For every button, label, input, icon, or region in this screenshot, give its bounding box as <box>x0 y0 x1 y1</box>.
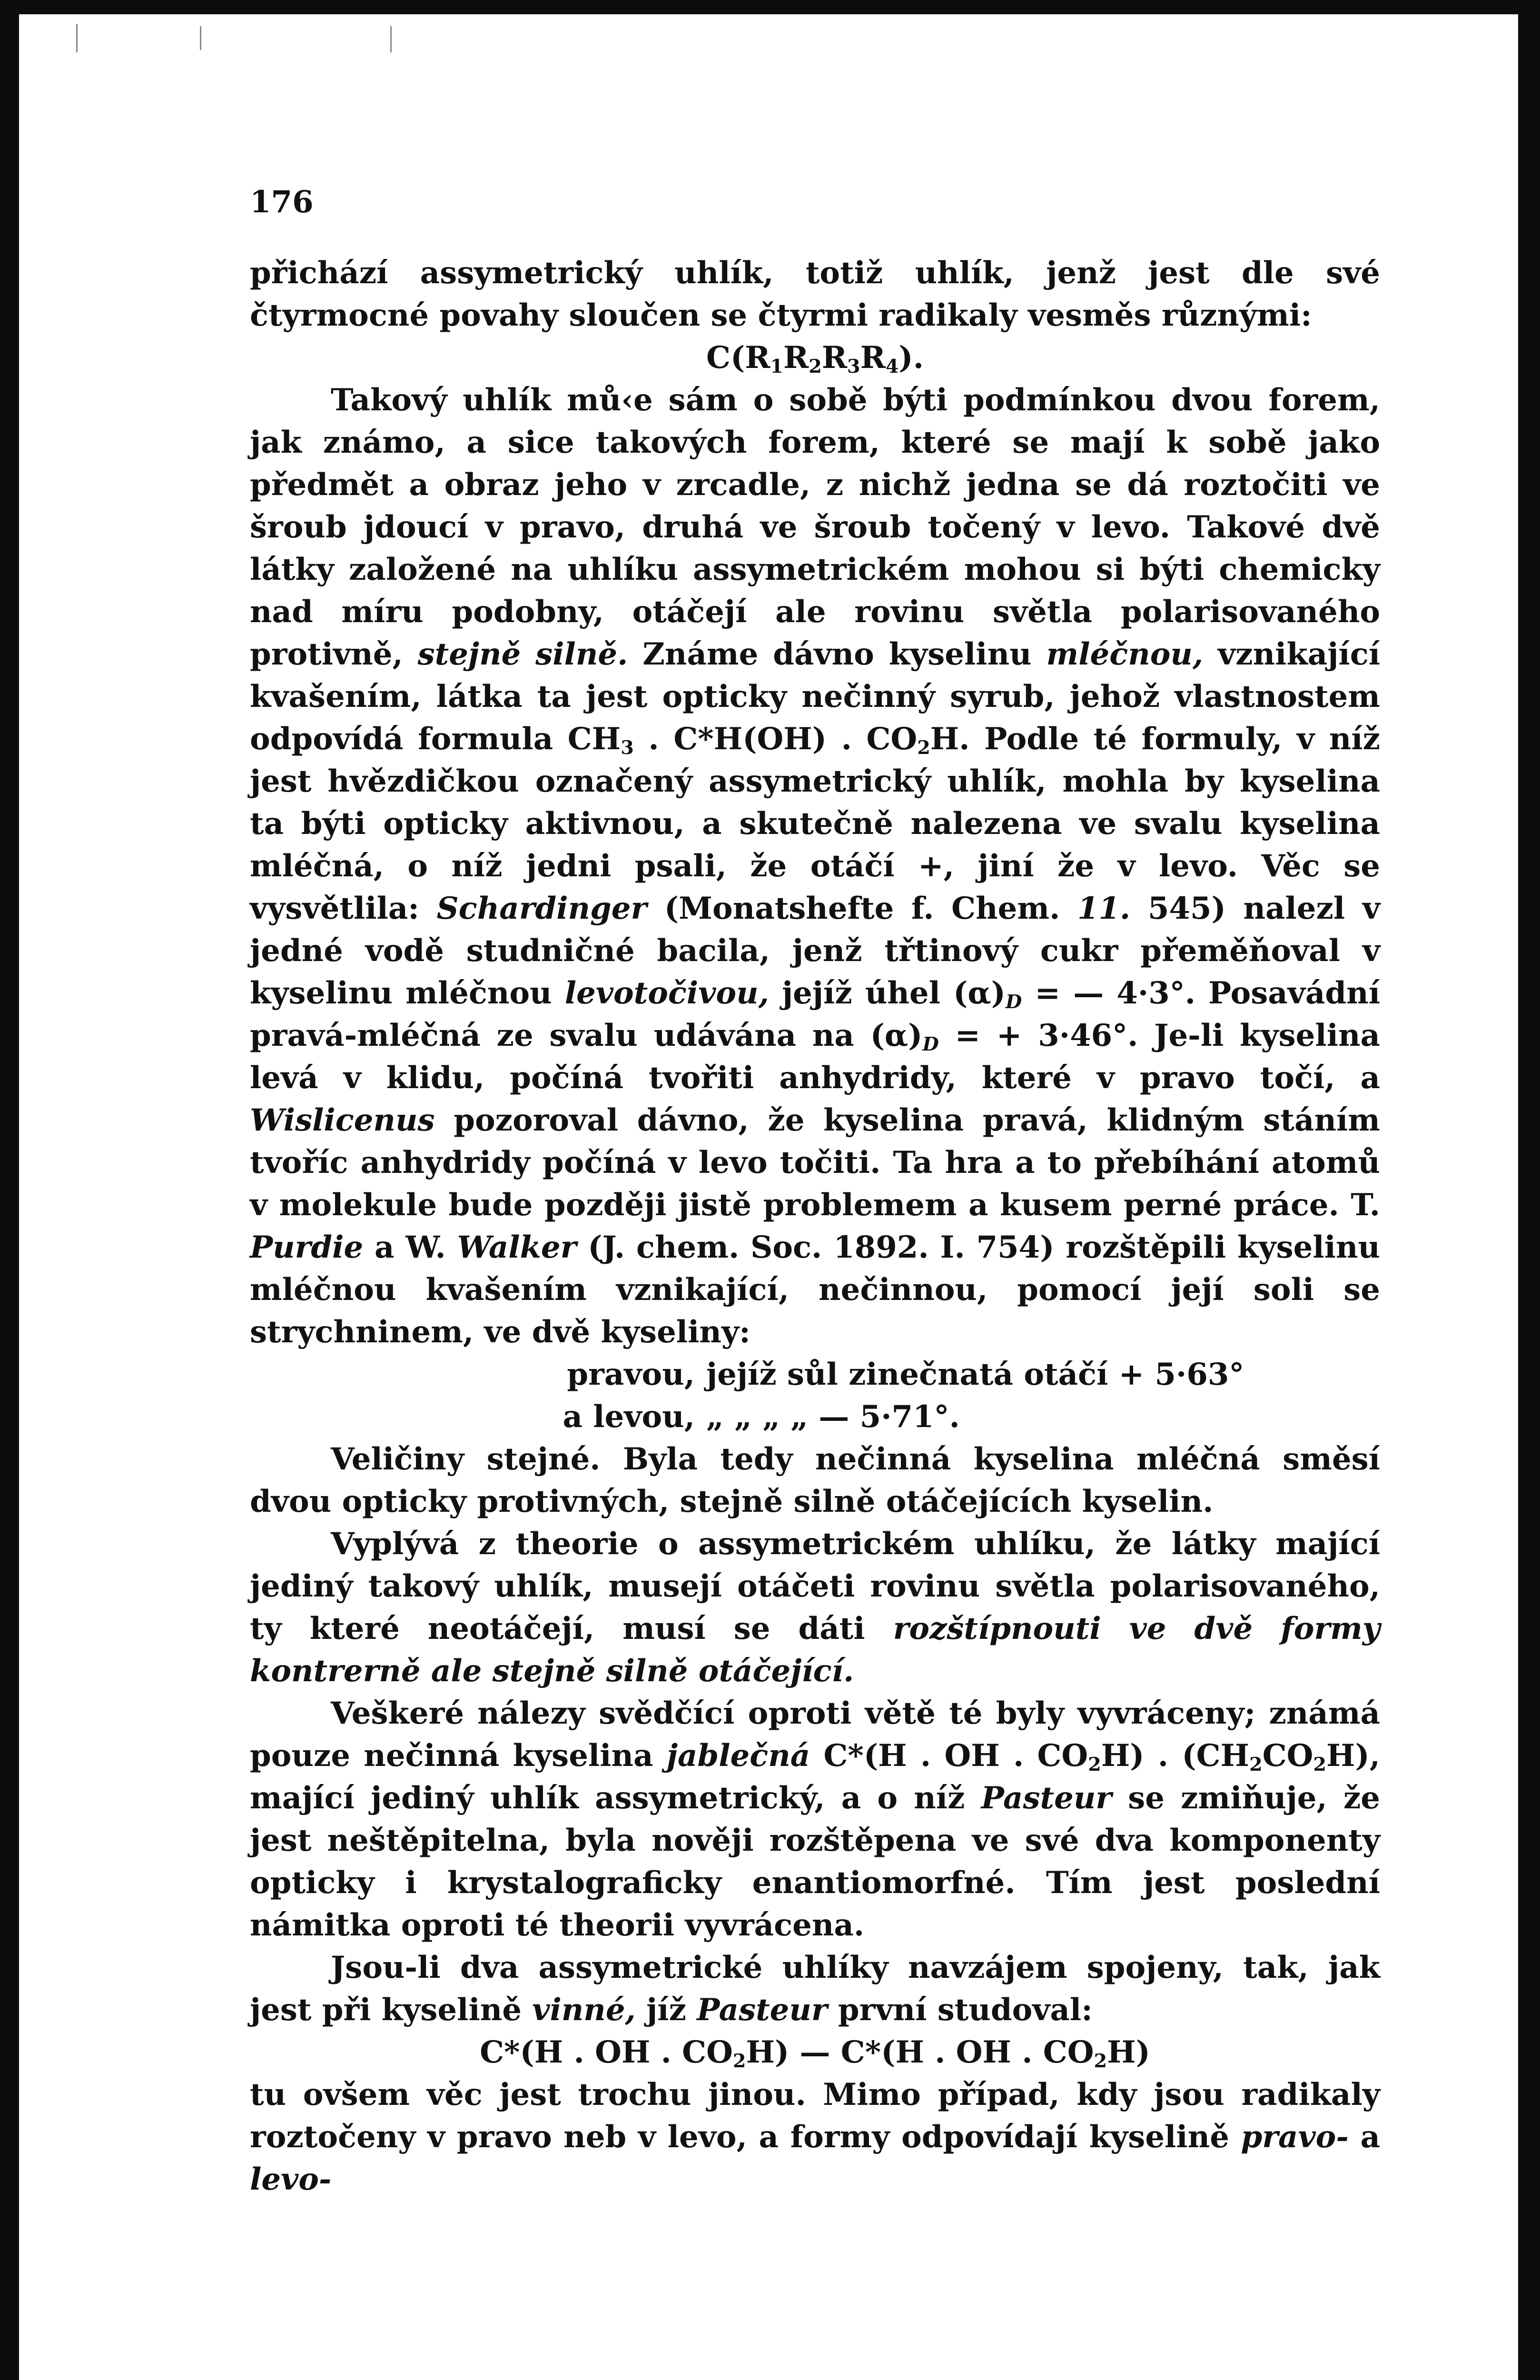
table-row: pravou, jejíž sůl zinečnatá otáčí + 5·63° <box>567 1357 1244 1392</box>
paragraph-2: Takový uhlík mů‹e sám o sobě býti podmínkou dvou forem, jak známo, a sice takových forem, které se mají k sobě jako předmět a obraz jeho v zrcadle, z nichž jedna se dá roztočiti ve šroub jdoucí v pravo, druhá ve šroub točený v levo. Takové dvě látky založené na uhlíku assymetrickém mohou si býti chemicky nad míru podobny, otáčejí ale rovinu světla polarisovaného protivně, stejně silně. Známe dávno kyselinu mléčnou, vznikající kvašením, látka ta jest opticky nečinný syrub, jehož vlastnostem odpovídá formula $CH_3$ . C*H(OH) . $CO_2H$. Podle té formuly, v níž jest hvězdičkou označený assymetrický uhlík, mohla by kyselina ta býti opticky aktivnou, a skutečně nalezena ve svalu kyselina mléčná, o níž jedni psali, že otáčí +, jiní že v levo. Věc se vysvětlila: Schardinger (Monatshefte f. Chem. 11. 545) nalezl v jedné vodě studničné bacila, jenž třtinový cukr přeměňoval v kyselinu mléčnou levotočivou, jejíž úhel $(\alpha)_D$ = — 4·3°. Posavádní pravá-mléčná ze svalu udávána na $(\alpha)_D$ = + 3·46°. Je-li kyselina levá v klidu, počíná tvořiti anhydridy, které v pravo točí, a Wislicenus pozoroval dávno, že kyselina pravá, klidným stáním tvoříc anhydridy počíná v levo točiti. Ta hra a to přebíhání atomů v molekule bude později jistě problemem a kusem perné práce. T. Purdie a W. Walker (J. chem. Soc. 1892. I. 754) rozštěpili kyselinu mléčnou kvašením vznikající, nečinnou, pomocí její soli se strychninem, ve dvě kyseliny: <box>250 382 1381 1350</box>
paragraph-1: přichází assymetrický uhlík, totiž uhlík, jenž jest dle své čtyrmocné povahy sloučen se čtyrmi radikaly vesměs různými: <box>250 255 1380 333</box>
table-row: a levou, „ „ „ „ — 5·71°. <box>563 1399 960 1435</box>
rotation-table <box>250 1353 1380 1438</box>
paragraph-5: Veškeré nálezy svědčící oproti větě té byly vyvráceny; známá pouze nečinná kyselina jablečná C*(H . OH . $CO_2H$) . $(CH_2CO_2H)$, mající jediný uhlík assymetrický, a o níž Pasteur se zmiňuje, že jest neštěpitelna, byla nověji rozštěpena ve své dva komponenty opticky i krystalograficky enantiomorfné. Tím jest poslední námitka oproti té theorii vyvrácena. <box>250 1696 1381 1943</box>
formula-crrrr: $C(R_1R_2R_3R_4)$. <box>706 340 924 377</box>
page-number: 176 <box>250 184 314 220</box>
paragraph-7: tu ovšem věc jest trochu jinou. Mimo případ, kdy jsou radikaly roztočeny v pravo neb v levo, a formy odpovídají kyselině pravo- a levo- <box>250 2077 1381 2197</box>
paragraph-3: Veličiny stejné. Byla tedy nečinná kyselina mléčná směsí dvou opticky protivných, stejně silně otáčejících kyselin. <box>250 1441 1380 1519</box>
formula-tartaric: C*(H . OH . $CO_2H$) — C*(H . OH . $CO_2H$) <box>480 2034 1150 2072</box>
paragraph-4: Vyplývá z theorie o assymetrickém uhlíku, že látky mající jediný takový uhlík, musejí otáčeti rovinu světla polarisovaného, ty které neotáčejí, musí se dáti rozštípnouti ve dvě formy kontrerně ale stejně silně otáčející. <box>250 1526 1380 1689</box>
paragraph-6: Jsou-li dva assymetrické uhlíky navzájem spojeny, tak, jak jest při kyselině vinné, jíž Pasteur první studoval: <box>250 1950 1380 2028</box>
document-page <box>250 181 1380 2201</box>
